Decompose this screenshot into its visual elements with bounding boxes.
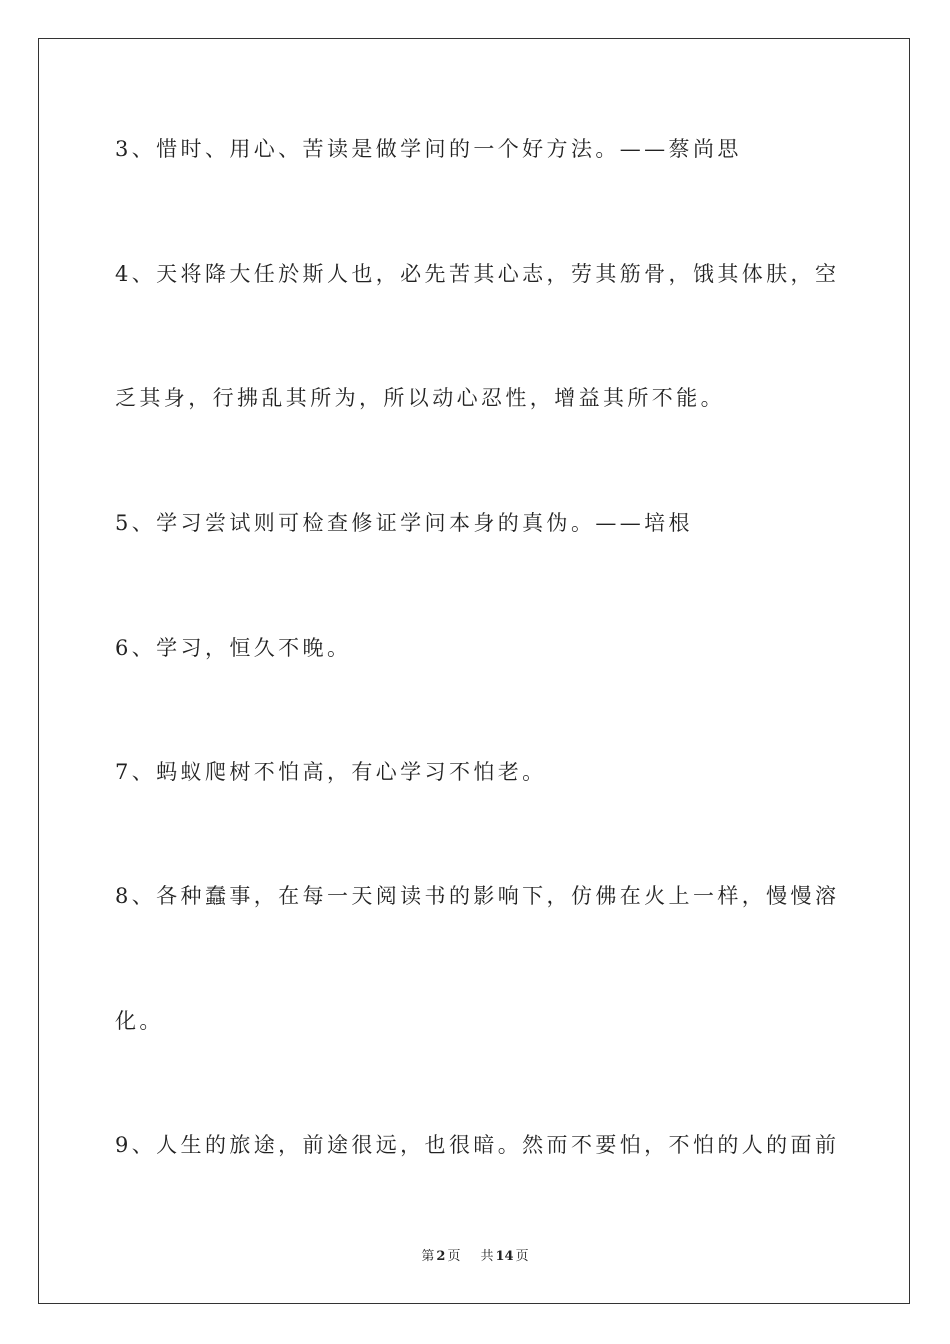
text-line: 3、惜时、用心、苦读是做学问的一个好方法。——蔡尚思 <box>115 137 742 161</box>
text-line: 8、各种蠢事，在每一天阅读书的影响下，仿佛在火上一样，慢慢溶 <box>115 884 840 908</box>
total-pages: 14 <box>495 1249 514 1264</box>
text-line: 4、天将降大任於斯人也，必先苦其心志，劳其筋骨，饿其体肤，空 <box>115 262 840 286</box>
page-number: 2 <box>436 1249 446 1264</box>
text-line: 5、学习尝试则可检查修证学问本身的真伪。——培根 <box>115 511 693 535</box>
page-prefix: 第 <box>421 1249 435 1264</box>
page-footer <box>0 1245 950 1264</box>
total-suffix: 页 <box>515 1249 529 1264</box>
text-line: 化。 <box>115 1009 164 1033</box>
total-prefix: 共 <box>480 1249 494 1264</box>
text-line: 6、学习，恒久不晚。 <box>115 636 352 660</box>
text-line: 9、人生的旅途，前途很远，也很暗。然而不要怕，不怕的人的面前 <box>115 1133 840 1157</box>
text-line: 乏其身，行拂乱其所为，所以动心忍性，增益其所不能。 <box>115 386 725 410</box>
text-line: 7、蚂蚁爬树不怕高，有心学习不怕老。 <box>115 760 547 784</box>
page-suffix: 页 <box>447 1249 461 1264</box>
page-border <box>38 38 910 1304</box>
